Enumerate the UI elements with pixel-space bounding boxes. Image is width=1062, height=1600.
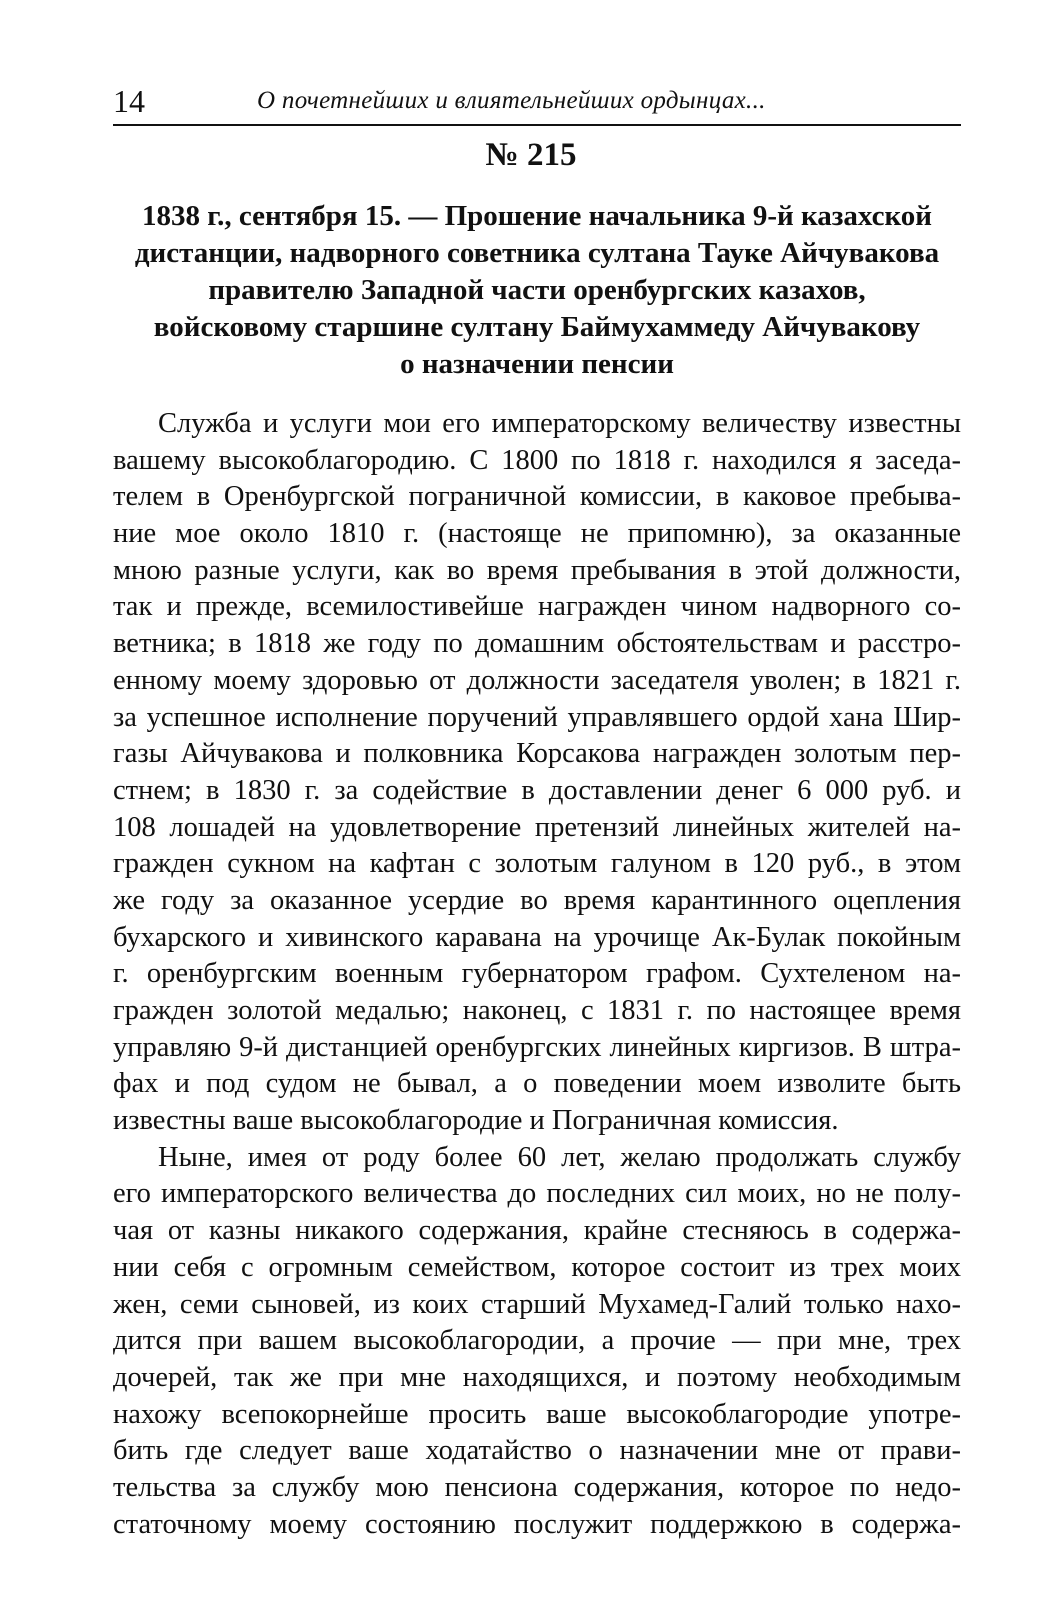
running-head <box>113 78 961 124</box>
text-line: его императорского величества до последних сил моих, но не полу- <box>113 1178 961 1210</box>
text-line: ние мое около 1810 г. (настояще не припомню), за оказанные <box>113 518 961 550</box>
text-line: телем в Оренбургской пограничной комиссии, в каковое пребыва- <box>113 481 961 513</box>
heading-line: войсковому старшине султану Баймухаммеду Айчувакову <box>153 311 921 343</box>
document-body <box>113 406 961 1543</box>
document-heading <box>113 198 961 383</box>
text-line: 108 лошадей на удовлетворение претензий линейных жителей на- <box>113 811 961 843</box>
heading-line: о назначении пенсии <box>400 348 674 380</box>
text-line: бить где следует ваше ходатайство о назначении мне от прави- <box>113 1435 961 1467</box>
text-line: чая от казны никакого содержания, крайне стесняюсь в содержа- <box>113 1215 961 1247</box>
document-number: № 215 <box>485 137 577 173</box>
text-line: так и прежде, всемилостивейше награжден чином надворного со- <box>113 591 961 623</box>
text-line: Ныне, имея от роду более 60 лет, желаю продолжать службу <box>158 1141 961 1173</box>
text-line: фах и под судом не бывал, а о поведении моем изволите быть <box>113 1068 961 1100</box>
heading-line: правителю Западной части оренбургских казахов, <box>208 274 866 306</box>
page-number: 14 <box>113 83 145 119</box>
text-line: управляю 9-й дистанцией оренбургских линейных киргизов. В штра- <box>113 1031 961 1063</box>
heading-line: 1838 г., сентября 15. — Прошение начальника 9-й казахской <box>142 200 932 232</box>
text-line: гражден золотой медалью; наконец, с 1831 г. по настоящее время <box>113 995 961 1026</box>
text-line: же году за оказанное усердие во время карантинного оцепления <box>113 884 961 916</box>
text-line: нахожу всепокорнейше просить ваше высокоблагородие употре- <box>113 1398 961 1430</box>
text-line: енному моему здоровью от должности заседателя уволен; в 1821 г. <box>113 664 961 696</box>
text-line: известны ваше высокоблагородие и Пограничная комиссия. <box>113 1105 839 1137</box>
paragraph-1 <box>113 406 961 1140</box>
text-line: за успешное исполнение поручений управлявшего ордой хана Шир- <box>113 701 961 733</box>
paragraph-2 <box>113 1140 961 1544</box>
text-line: жен, семи сыновей, из коих старший Мухамед-Галий только нахо- <box>113 1288 961 1320</box>
heading-line: дистанции, надворного советника султана Тауке Айчувакова <box>134 237 940 269</box>
header-rule <box>113 124 961 126</box>
text-line: статочному моему состоянию послужит поддержкою в содержа- <box>113 1508 961 1540</box>
text-line: Служба и услуги мои его императорскому величеству известны <box>158 408 961 439</box>
text-line: дится при вашем высокоблагородии, а прочие — при мне, трех <box>113 1325 961 1357</box>
text-line: тельства за службу мою пенсиона содержания, которое по недо- <box>113 1471 961 1503</box>
text-line: вашему высокоблагородию. С 1800 по 1818 г. находился я заседа- <box>113 444 961 476</box>
text-line: ветника; в 1818 же году по домашним обстоятельствам и расстро- <box>113 628 961 660</box>
text-line: мною разные услуги, как во время пребывания в этой должности, <box>113 554 961 586</box>
text-line: стнем; в 1830 г. за содействие в доставлении денег 6 000 руб. и <box>113 774 961 806</box>
running-title: О почетнейших и влиятельнейших ордынцах... <box>257 87 766 114</box>
text-line: дочерей, так же при мне находящихся, и поэтому необходимым <box>113 1361 961 1393</box>
text-line: г. оренбургским военным губернатором графом. Сухтеленом на- <box>113 958 961 990</box>
text-line: бухарского и хивинского каравана на урочище Ак-Булак покойным <box>113 921 961 953</box>
text-line: нии себя с огромным семейством, которое состоит из трех моих <box>113 1251 961 1283</box>
text-line: газы Айчувакова и полковника Корсакова награжден золотым пер- <box>113 738 961 770</box>
text-line: гражден сукном на кафтан с золотым галуном в 120 руб., в этом <box>113 848 961 880</box>
